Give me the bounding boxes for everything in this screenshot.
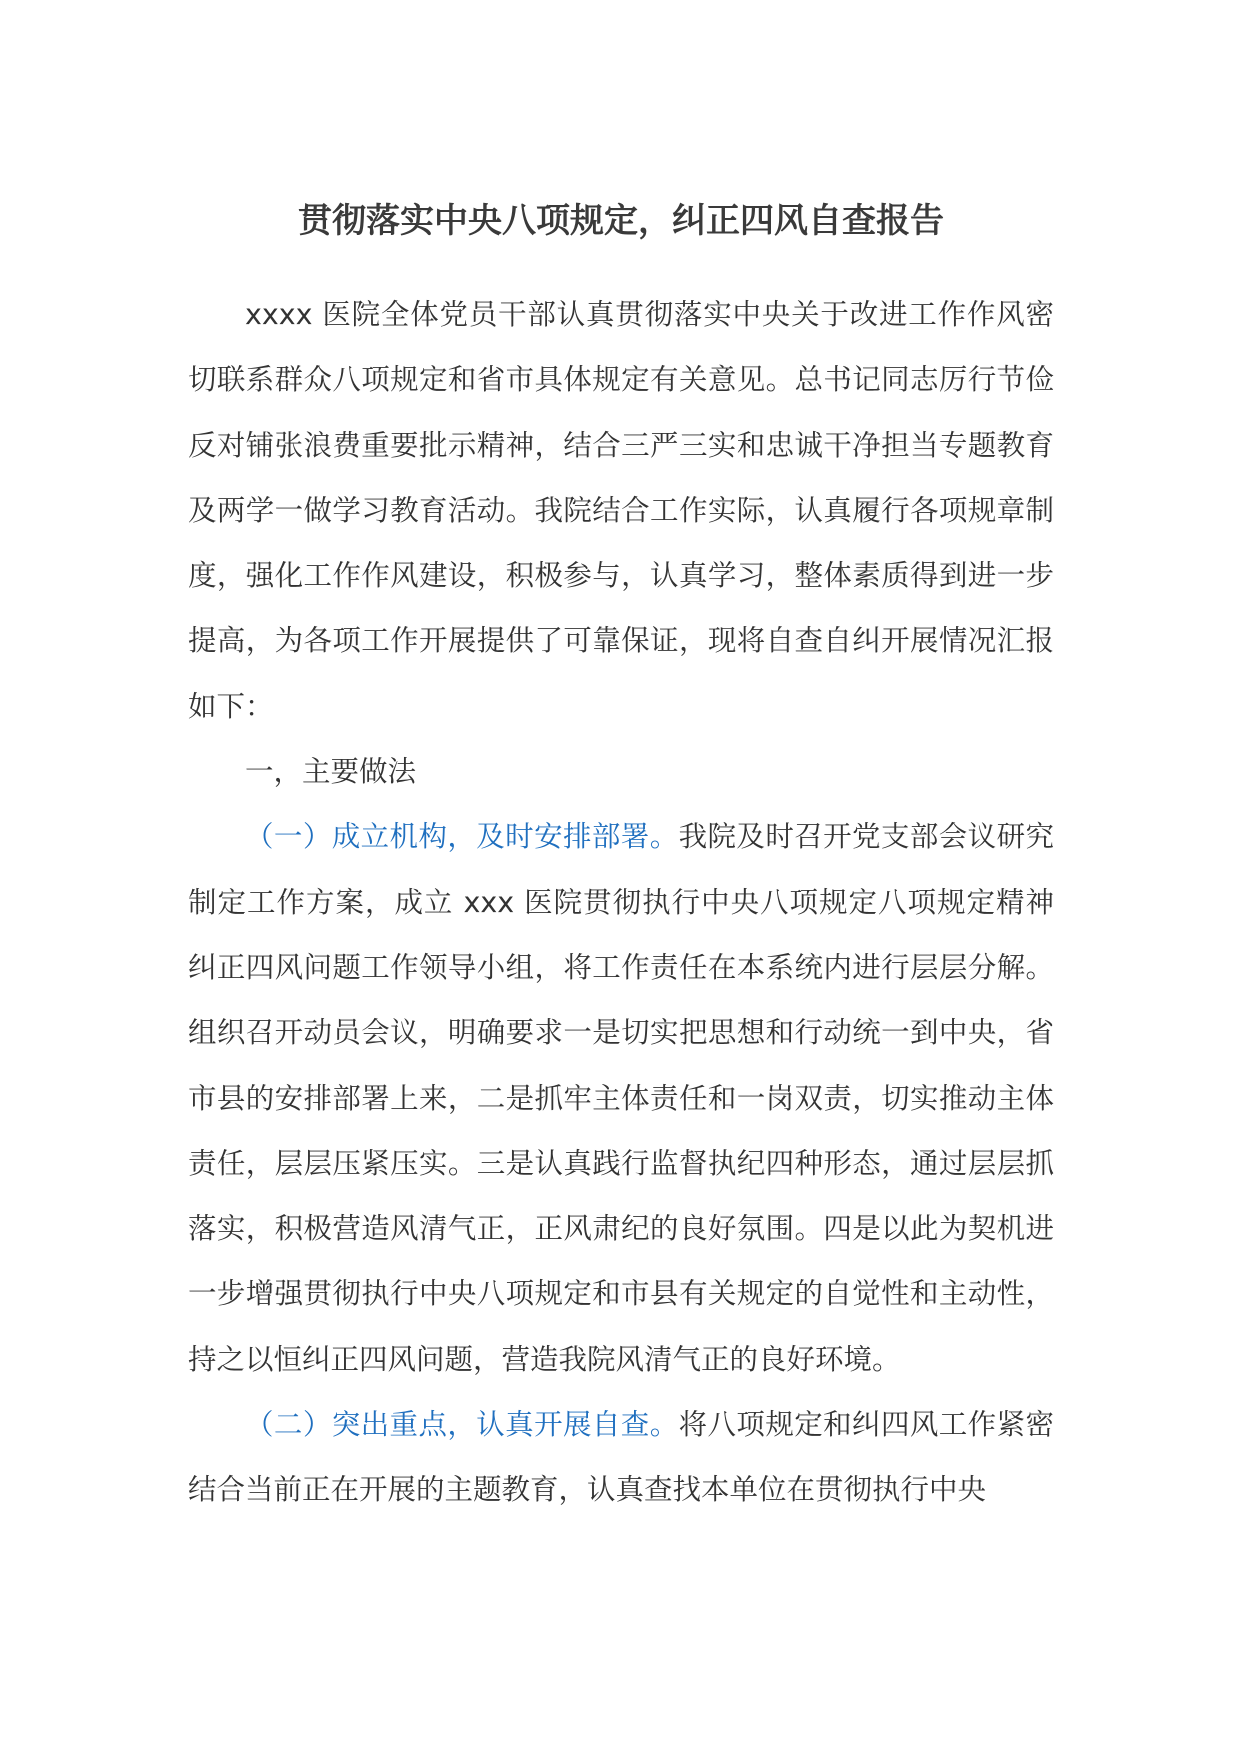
subsection-2-heading: （二）突出重点，认真开展自查。 (245, 1408, 679, 1442)
document-body (188, 282, 1054, 1523)
subsection-2-text: 将八项规定和纠四风工作紧密结合当前正在开展的主题教育，认真查找本单位在贯彻执行中央 (188, 1408, 1054, 1507)
intro-paragraph: xxxx 医院全体党员干部认真贯彻落实中央关于改进工作作风密切联系群众八项规定和省市具体规定有关意见。总书记同志厉行节俭反对铺张浪费重要批示精神，结合三严三实和忠诚干净担当专题教育及两学一做学习教育活动。我院结合工作实际，认真履行各项规章制度，强化工作作风建设，积极参与，认真学习，整体素质得到进一步提高，为各项工作开展提供了可靠保证，现将自查自纠开展情况汇报如下： (188, 298, 1054, 723)
document-title: 贯彻落实中央八项规定，纠正四风自查报告 (298, 201, 944, 241)
subsection-1-paragraph (188, 804, 1054, 1392)
subsection-1-text: 我院及时召开党支部会议研究制定工作方案，成立 xxx 医院贯彻执行中央八项规定八项规定精神纠正四风问题工作领导小组，将工作责任在本系统内进行层层分解。组织召开动员会议，明确要求一是切实把思想和行动统一到中央，省市县的安排部署上来，二是抓牢主体责任和一岗双责，切实推动主体责任，层层压紧压实。三是认真践行监督执纪四种形态，通过层层抓落实，积极营造风清气正，正风肃纪的良好氛围。四是以此为契机进一步增强贯彻执行中央八项规定和市县有关规定的自觉性和主动性，持之以恒纠正四风问题，营造我院风清气正的良好环境。 (188, 820, 1054, 1376)
subsection-1-heading: （一）成立机构，及时安排部署。 (245, 820, 679, 854)
subsection-2-paragraph (188, 1392, 1054, 1523)
section-heading-main-practices: 一，主要做法 (245, 755, 417, 789)
